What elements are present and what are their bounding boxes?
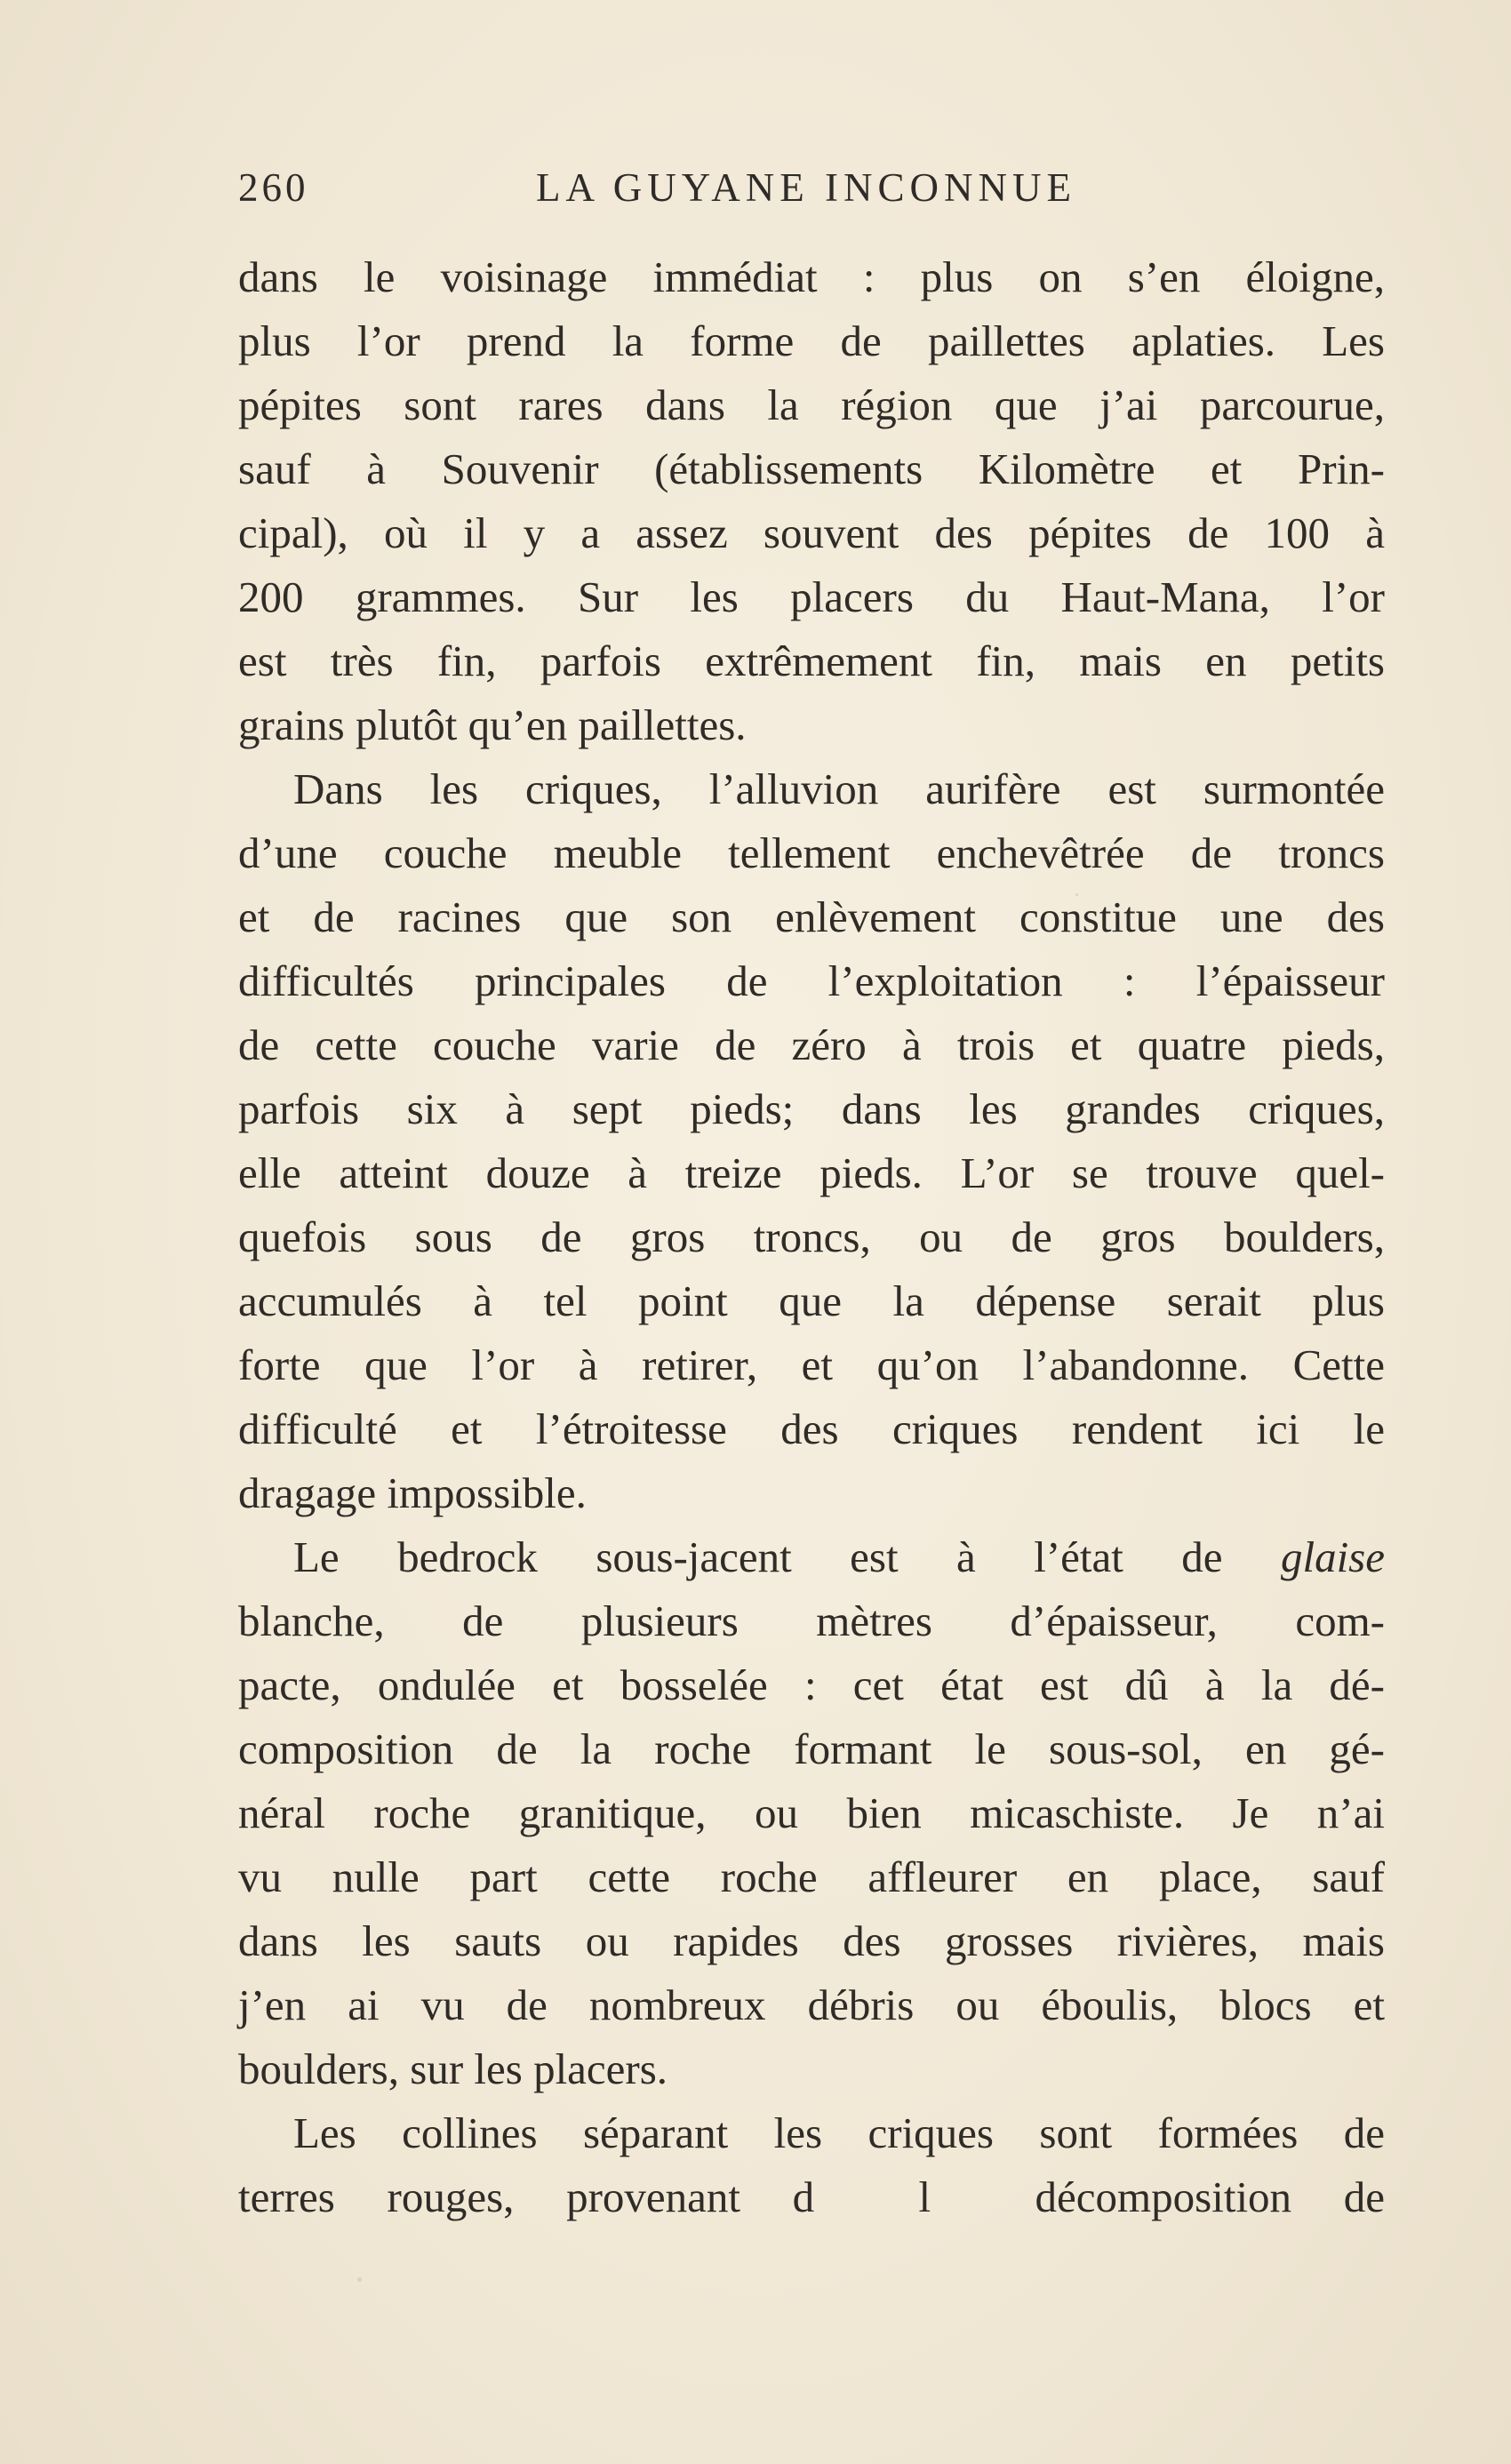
text-line: Les collines séparant les criques sont formées de — [293, 2108, 1385, 2157]
italic-word: glaise — [1280, 1532, 1385, 1581]
text-line: forte que l’or à retirer, et qu’on l’abandonne. Cette — [238, 1340, 1385, 1389]
text-line: dans les sauts ou rapides des grosses rivières, mais — [238, 1916, 1385, 1965]
page-header — [238, 164, 1274, 218]
text-line: composition de la roche formant le sous-sol, en gé- — [238, 1724, 1385, 1773]
text-line: pacte, ondulée et bosselée : cet état est dû à la dé- — [238, 1660, 1385, 1709]
text-line: cipal), où il y a assez souvent des pépites de 100 à — [238, 508, 1385, 557]
text-line: néral roche granitique, ou bien micaschiste. Je n’ai — [238, 1788, 1385, 1837]
text-line: et de racines que son enlèvement constitue une des — [238, 892, 1385, 941]
body-text — [238, 245, 1385, 2229]
text-line: sauf à Souvenir (établissements Kilomètre et Prin- — [238, 444, 1385, 493]
text-line: Dans les criques, l’alluvion aurifère est surmontée — [293, 764, 1385, 813]
text-line: plus l’or prend la forme de paillettes aplaties. Les — [238, 316, 1385, 365]
text-line: difficultés principales de l’exploitation : l’épaisseur — [238, 956, 1385, 1005]
text-line: accumulés à tel point que la dépense serait plus — [238, 1276, 1385, 1325]
page-number: 260 — [238, 165, 309, 210]
text-segment: Le bedrock sous-jacent est à l’état de — [293, 1532, 1281, 1581]
paper-speck — [357, 2277, 362, 2282]
running-title: LA GUYANE INCONNUE — [536, 165, 1076, 210]
text-line: parfois six à sept pieds; dans les grandes criques, — [238, 1084, 1385, 1133]
text-line: boulders, sur les placers. — [238, 2044, 668, 2093]
text-line: dans le voisinage immédiat : plus on s’en éloigne, — [238, 252, 1385, 301]
text-line: difficulté et l’étroitesse des criques rendent ici le — [238, 1404, 1385, 1453]
text-line: d’une couche meuble tellement enchevêtrée de troncs — [238, 828, 1385, 877]
text-line: grains plutôt qu’en paillettes. — [238, 700, 747, 749]
text-line: terres rouges, provenant d l décomposition de — [238, 2172, 1385, 2221]
paper-speck — [1075, 893, 1078, 896]
text-line: est très fin, parfois extrêmement fin, mais en petits — [238, 636, 1385, 685]
text-line: de cette couche varie de zéro à trois et quatre pieds, — [238, 1020, 1385, 1069]
text-line: j’en ai vu de nombreux débris ou éboulis, blocs et — [238, 1980, 1385, 2029]
text-line: quefois sous de gros troncs, ou de gros boulders, — [238, 1212, 1385, 1261]
text-line: dragage impossible. — [238, 1468, 587, 1517]
text-line: pépites sont rares dans la région que j’ai parcourue, — [238, 380, 1385, 429]
text-line-with-italic — [238, 1525, 1385, 1589]
text-line: vu nulle part cette roche affleurer en place, sauf — [238, 1852, 1385, 1901]
text-line: blanche, de plusieurs mètres d’épaisseur, com- — [238, 1596, 1385, 1645]
text-line: elle atteint douze à treize pieds. L’or se trouve quel- — [238, 1148, 1385, 1197]
text-line: 200 grammes. Sur les placers du Haut-Mana, l’or — [238, 572, 1385, 621]
